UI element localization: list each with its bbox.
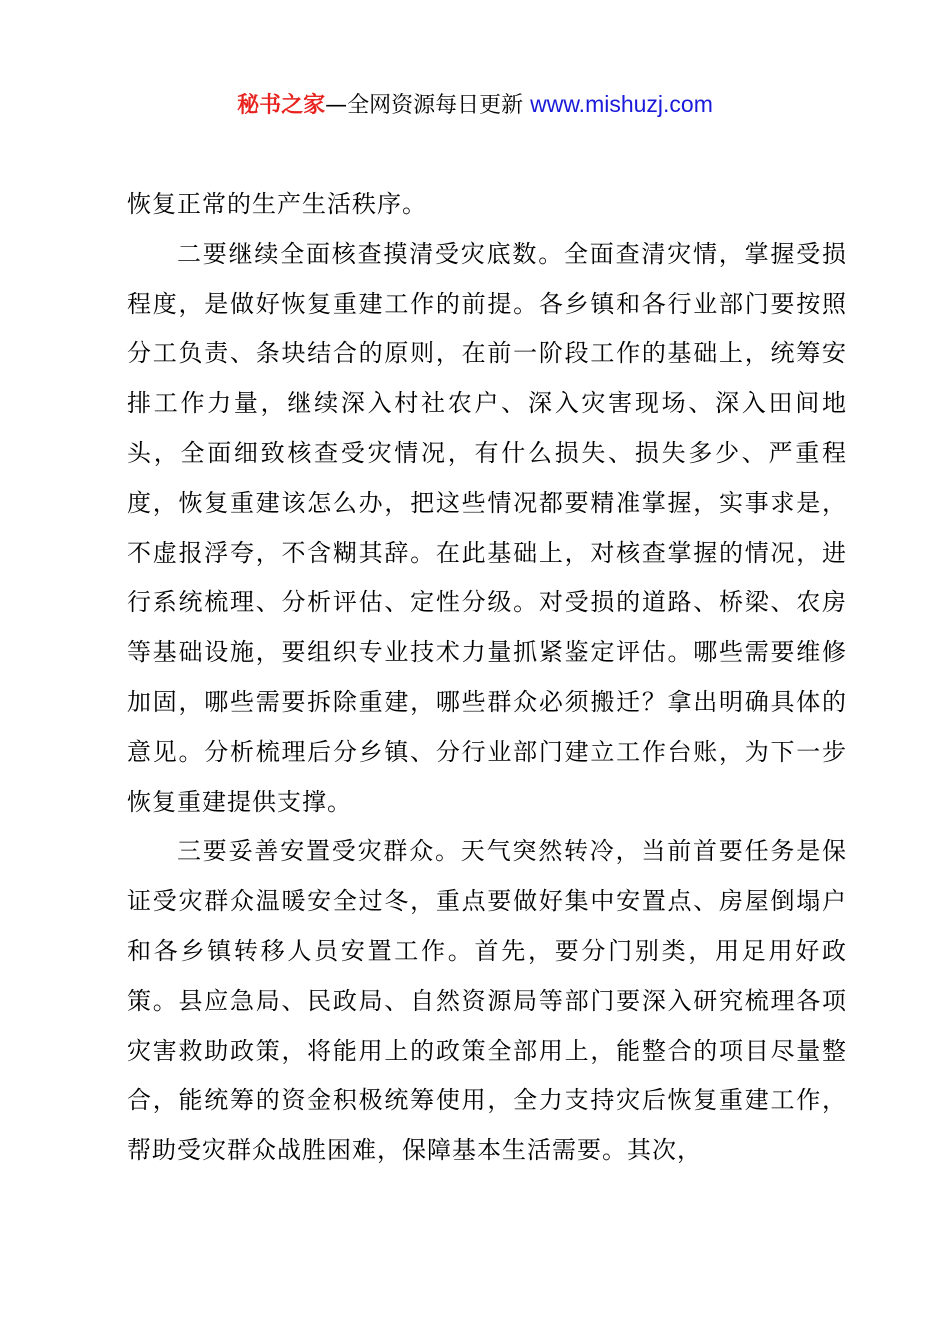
site-url-link[interactable]: www.mishuzj.com	[530, 91, 713, 117]
paragraph-item-3: 三要妥善安置受灾群众。天气突然转冷，当前首要任务是保证受灾群众温暖安全过冬，重点要做好集中安置点、房屋倒塌户和各乡镇转移人员安置工作。首先，要分门别类，用足用好政策。县应急局、民政局、自然资源局等部门要深入研究梳理各项灾害救助政策，将能用上的政策全部用上，能整合的项目尽量整合，能统筹的资金积极统筹使用，全力支持灾后恢复重建工作，帮助受灾群众战胜困难，保障基本生活需要。其次，	[127, 837, 847, 1165]
paragraph-continuation: 恢复正常的生产生活秩序。	[127, 190, 427, 218]
site-brand: 秘书之家	[237, 93, 326, 118]
paragraph-item-2: 二要继续全面核查摸清受灾底数。全面查清灾情，掌握受损程度，是做好恢复重建工作的前提。各乡镇和各行业部门要按照分工负责、条块结合的原则，在前一阶段工作的基础上，统筹安排工作力量，继续深入村社农户、深入灾害现场、深入田间地头，全面细致核查受灾情况，有什么损失、损失多少、严重程度，恢复重建该怎么办，把这些情况都要精准掌握，实事求是，不虚报浮夸，不含糊其辞。在此基础上，对核查掌握的情况，进行系统梳理、分析评估、定性分级。对受损的道路、桥梁、农房等基础设施，要组织专业技术力量抓紧鉴定评估。哪些需要维修加固，哪些需要拆除重建，哪些群众必须搬迁？拿出明确具体的意见。分析梳理后分乡镇、分行业部门建立工作台账，为下一步恢复重建提供支撑。	[127, 239, 847, 816]
document-body	[127, 180, 847, 1176]
site-header	[0, 88, 950, 122]
site-tagline: —全网资源每日更新	[325, 93, 531, 118]
